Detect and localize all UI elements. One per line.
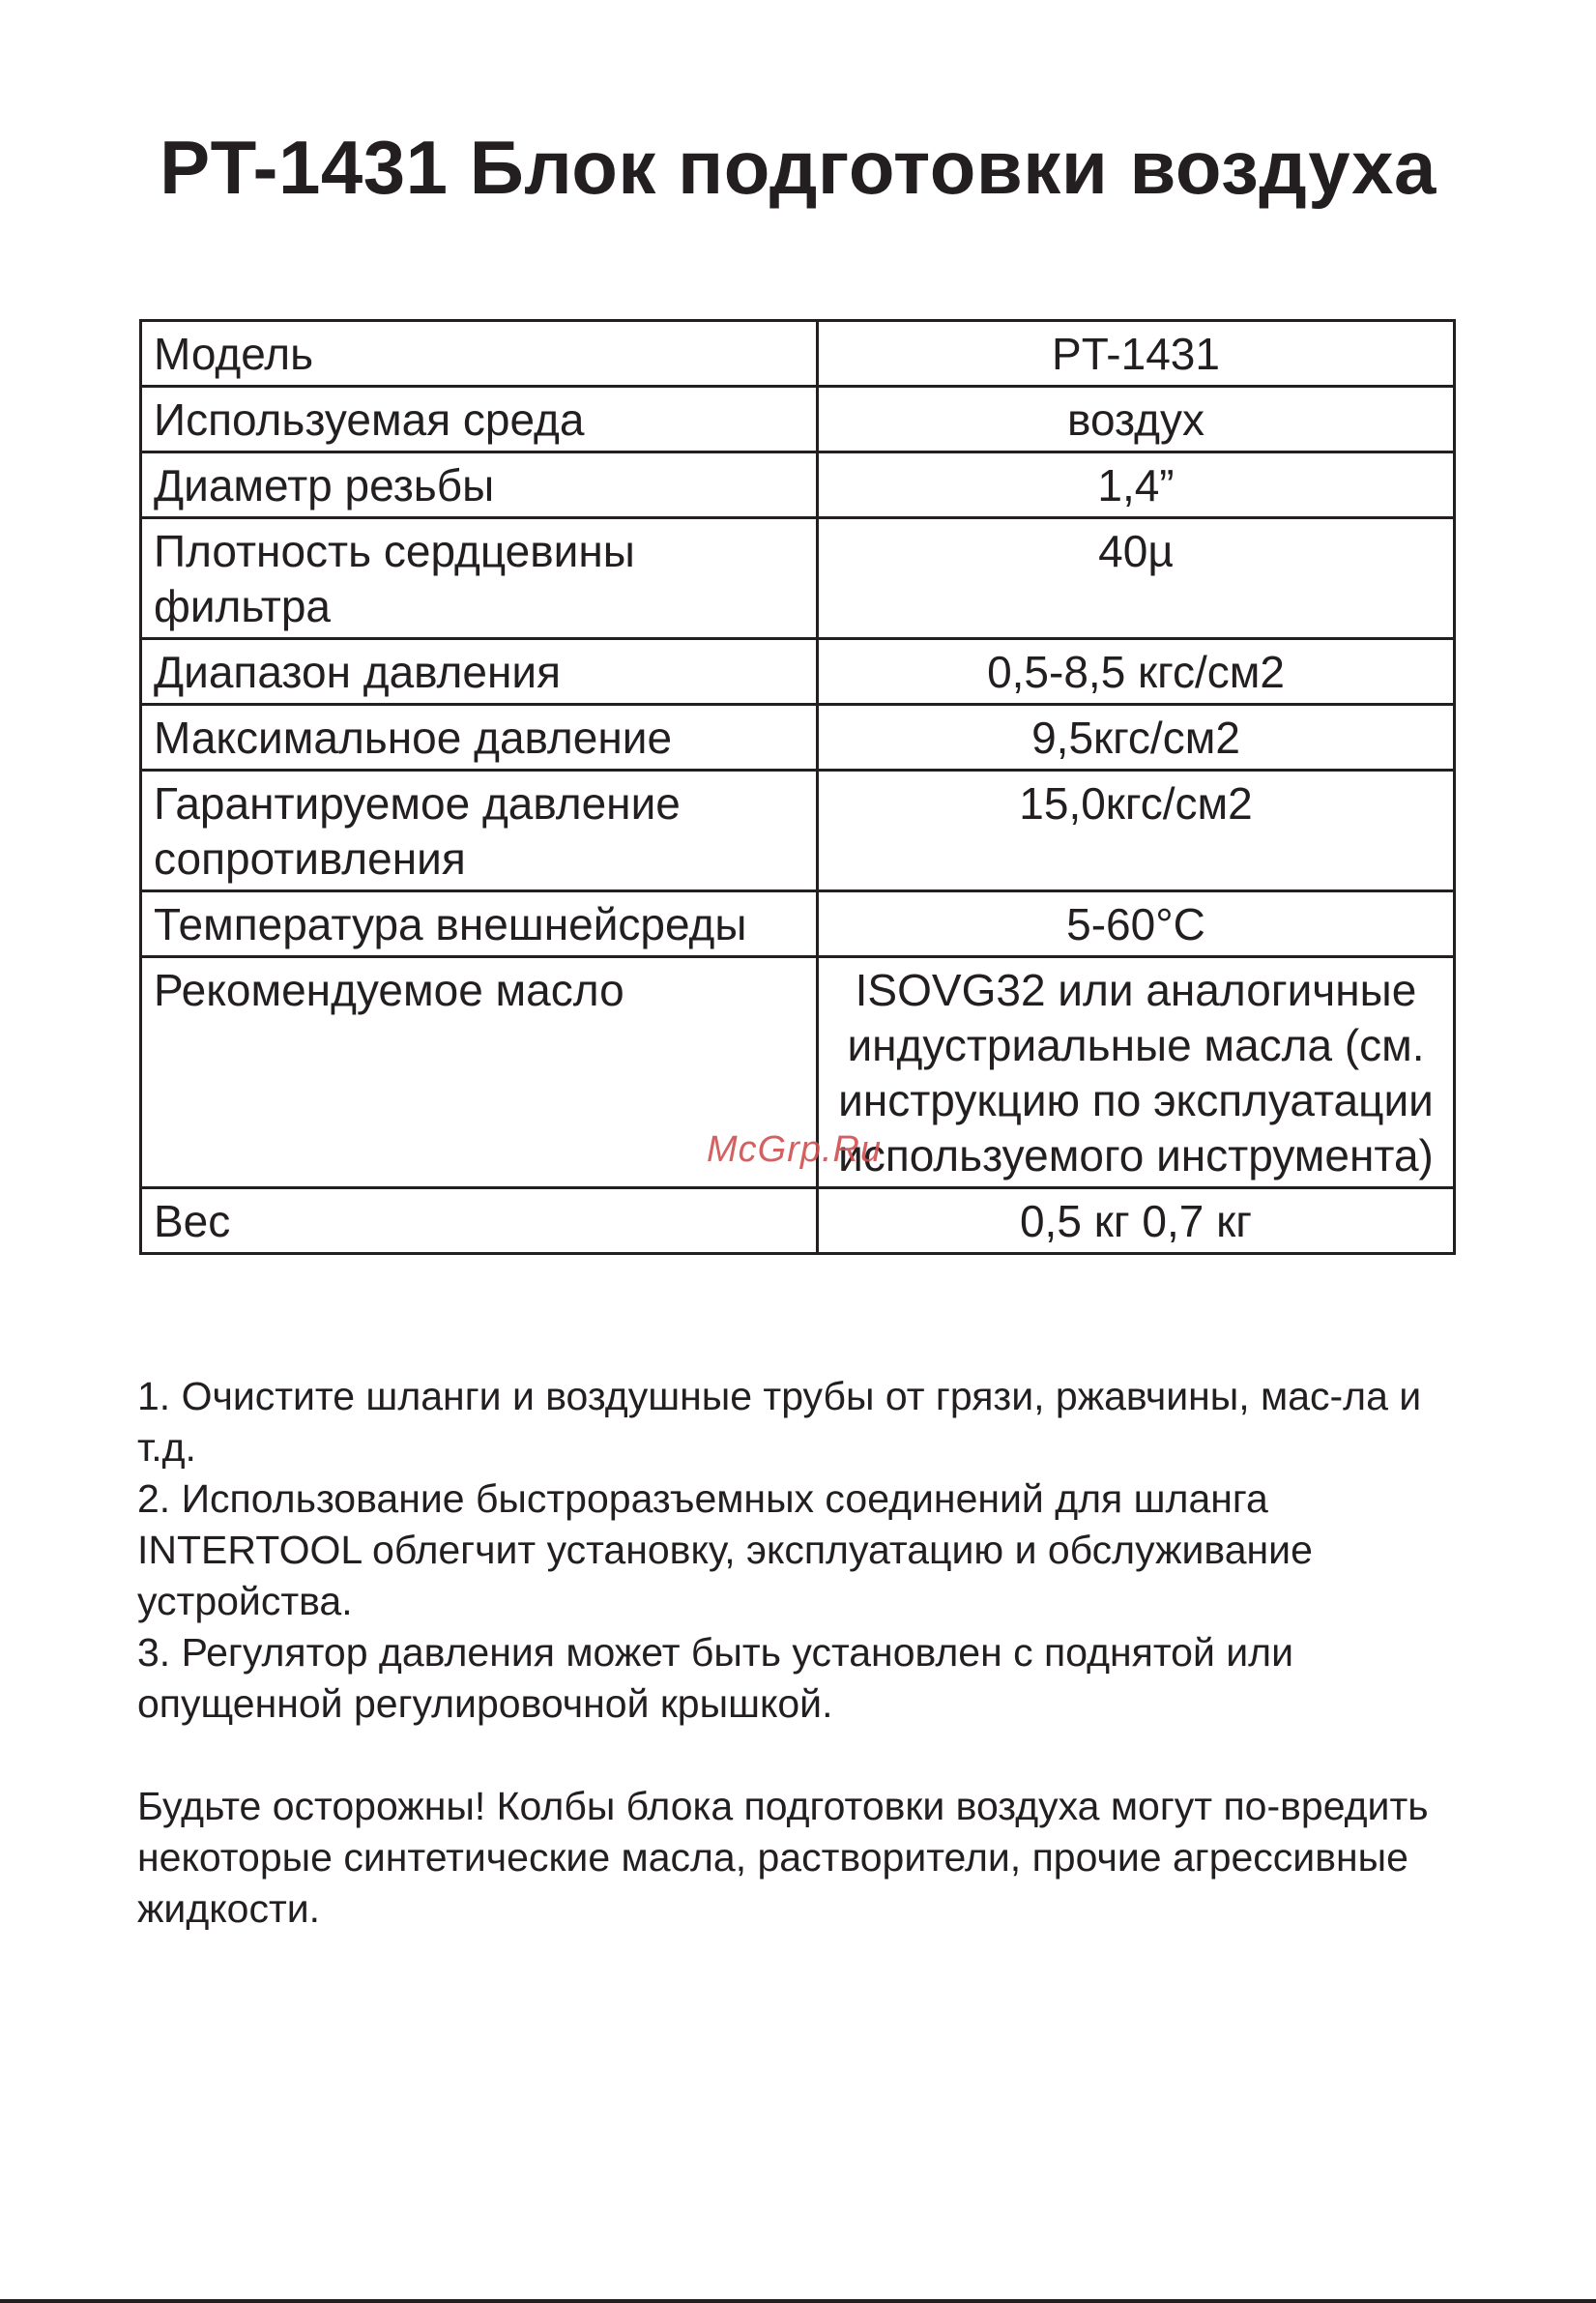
table-row [141,771,1455,891]
spec-key: Вес [141,1188,818,1254]
spec-key: Рекомендуемое масло [141,957,818,1188]
spec-key: Модель [141,321,818,387]
table-row [141,639,1455,705]
table-row [141,321,1455,387]
spec-key: Максимальное давление [141,705,818,771]
table-row [141,518,1455,639]
instruction-item: 1. Очистите шланги и воздушные трубы от грязи, ржавчины, мас-ла и т.д. [137,1374,1422,1470]
watermark: McGrp.Ru [707,1129,883,1170]
spec-table [139,319,1456,1255]
spec-value: воздух [818,387,1455,452]
spec-value: 15,0кгс/см2 [818,771,1455,891]
spec-key: Температура внешнейсреды [141,891,818,957]
table-row [141,452,1455,518]
spec-value: 5-60°С [818,891,1455,957]
spec-value: 9,5кгс/см2 [818,705,1455,771]
instruction-item: 2. Использование быстроразъемных соединений для шланга INTERTOOL облегчит установку, эксплуатацию и обслуживание устройства. [137,1476,1313,1623]
page-title: PT-1431 Блок подготовки воздуха [160,125,1436,210]
table-row [141,1188,1455,1254]
spec-key: Диаметр резьбы [141,452,818,518]
table-row [141,387,1455,452]
spec-value: 1,4” [818,452,1455,518]
spec-key: Гарантируемое давление сопротивления [141,771,818,891]
bottom-divider [0,2299,1596,2303]
spec-value: 0,5 кг 0,7 кг [818,1188,1455,1254]
spec-value: 0,5-8,5 кгс/см2 [818,639,1455,705]
spec-value: ISOVG32 или аналогичные индустриальные масла (см. инструкцию по эксплуатации используемого инструмента) [818,957,1455,1188]
spec-value: PT-1431 [818,321,1455,387]
instructions-list [137,1371,1471,1730]
instruction-item: 3. Регулятор давления может быть установлен с поднятой или опущенной регулировочной крышкой. [137,1630,1294,1726]
spec-key: Используемая среда [141,387,818,452]
spec-value: 40µ [818,518,1455,639]
table-row [141,705,1455,771]
table-row [141,891,1455,957]
warning-text: Будьте осторожны! Колбы блока подготовки воздуха могут по-вредить некоторые синтетические масла, растворители, прочие агрессивные жидкости. [137,1784,1429,1931]
spec-key: Плотность сердцевины фильтра [141,518,818,639]
spec-key: Диапазон давления [141,639,818,705]
